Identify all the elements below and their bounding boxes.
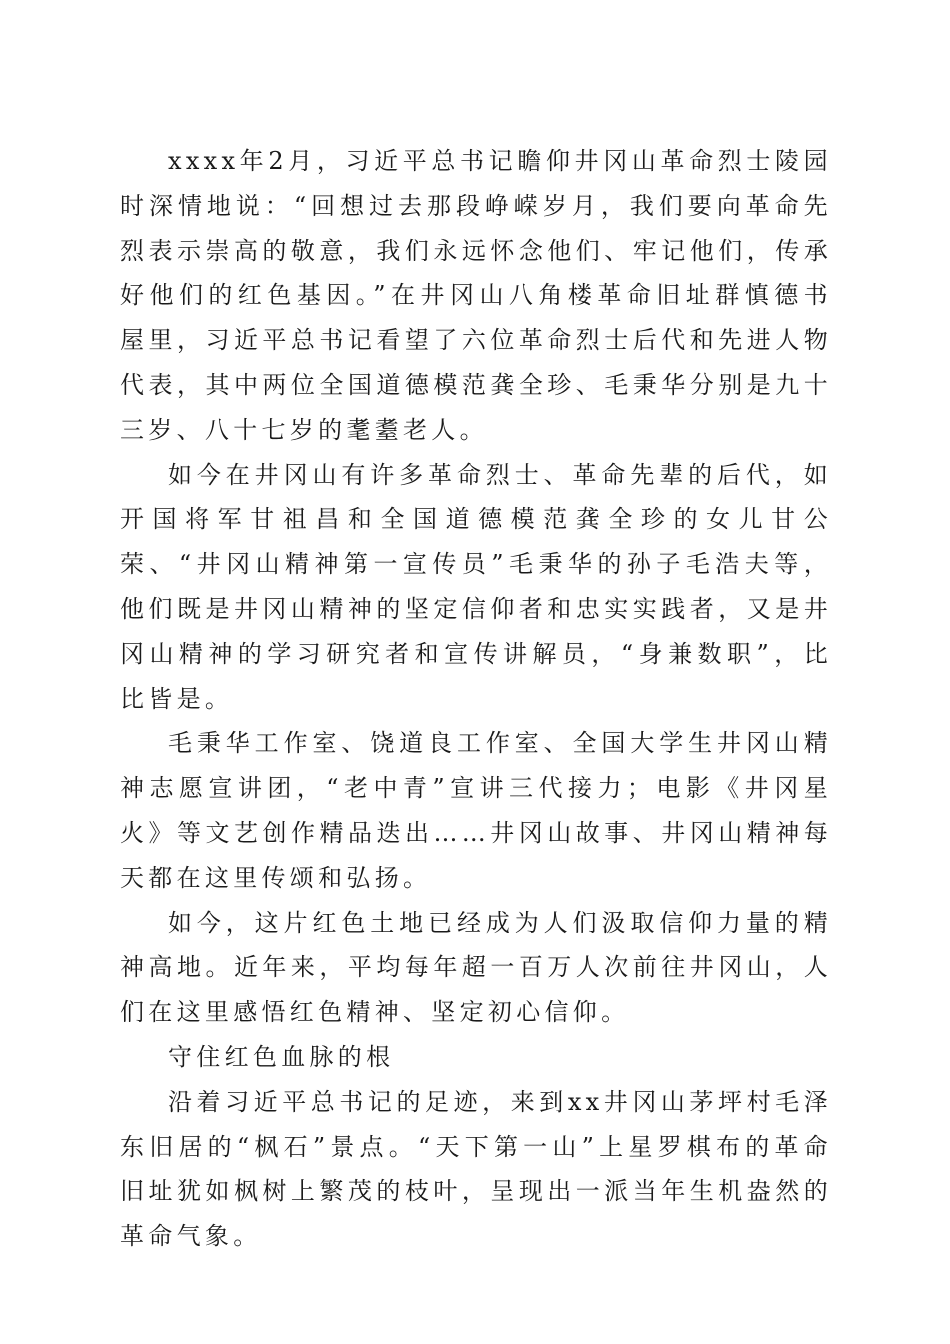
paragraph-4: 如今，这片红色土地已经成为人们汲取信仰力量的精神高地。近年来，平均每年超一百万人次前往井冈山，人们在这里感悟红色精神、坚定初心信仰。 <box>120 908 832 1027</box>
paragraph-3: 毛秉华工作室、饶道良工作室、全国大学生井冈山精神志愿宣讲团，“老中青”宣讲三代接力；电影《井冈星火》等文艺创作精品迭出……井冈山故事、井冈山精神每天都在这里传颂和弘扬。 <box>120 729 832 892</box>
paragraph-1: xxxx年2月，习近平总书记瞻仰井冈山革命烈士陵园时深情地说：“回想过去那段峥嵘岁月，我们要向革命先烈表示崇高的敬意，我们永远怀念他们、牢记他们，传承好他们的红色基因。”在井冈山八角楼革命旧址群慎德书屋里，习近平总书记看望了六位革命烈士后代和先进人物代表，其中两位全国道德模范龚全珍、毛秉华分别是九十三岁、八十七岁的耄耋老人。 <box>120 147 832 444</box>
document-body <box>120 139 832 1259</box>
paragraph-2: 如今在井冈山有许多革命烈士、革命先辈的后代，如开国将军甘祖昌和全国道德模范龚全珍的女儿甘公荣、“井冈山精神第一宣传员”毛秉华的孙子毛浩夫等，他们既是井冈山精神的坚定信仰者和忠实实践者，又是井冈山精神的学习研究者和宣传讲解员，“身兼数职”，比比皆是。 <box>120 460 832 713</box>
paragraph-5: 沿着习近平总书记的足迹，来到xx井冈山茅坪村毛泽东旧居的“枫石”景点。“天下第一山”上星罗棋布的革命旧址犹如枫树上繁茂的枝叶，呈现出一派当年生机盎然的革命气象。 <box>120 1087 832 1251</box>
section-heading: 守住红色血脉的根 <box>168 1042 395 1071</box>
